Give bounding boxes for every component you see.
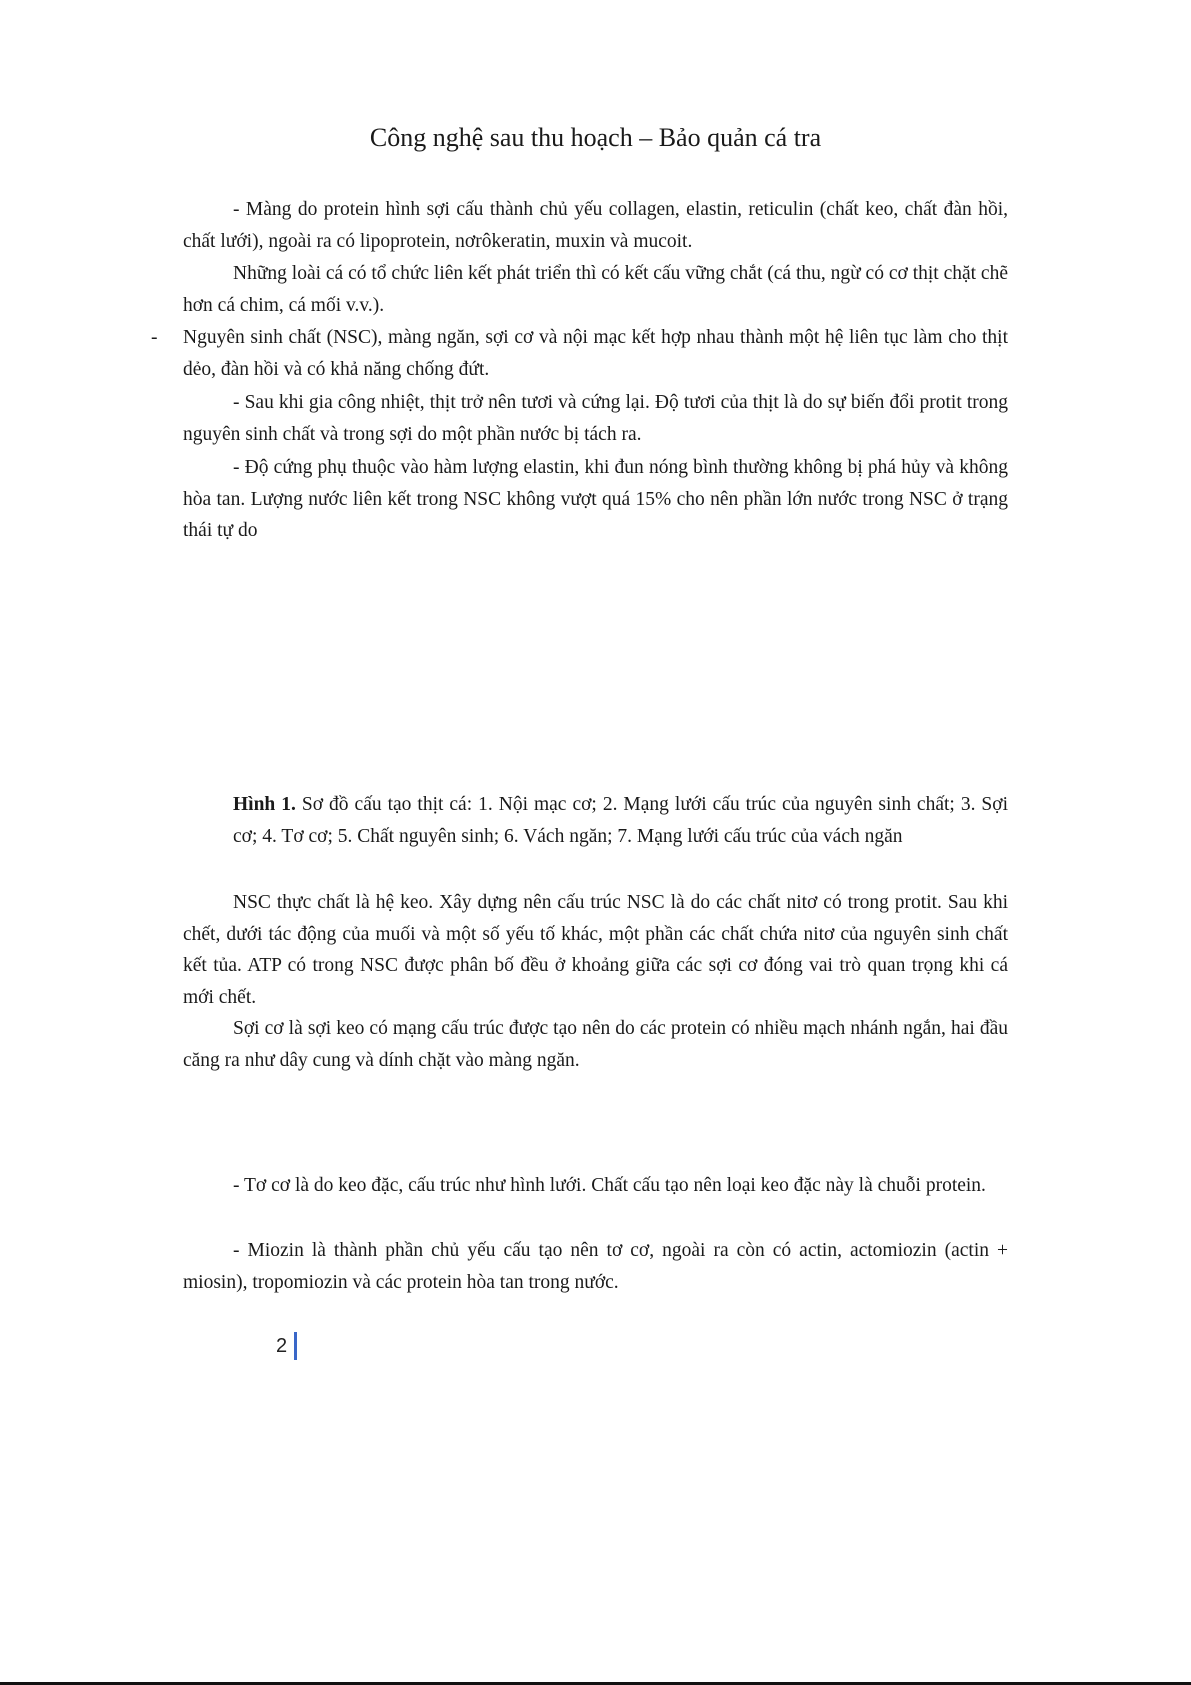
figure-caption	[233, 789, 1008, 852]
figure-caption-text: Sơ đồ cấu tạo thịt cá: 1. Nội mạc cơ; 2. Mạng lưới cấu trúc của nguyên sinh chất; 3. Sợi cơ; 4. Tơ cơ; 5. Chất nguyên sinh; 6. Vách ngăn; 7. Mạng lưới cấu trúc của vách ngăn	[233, 794, 1009, 847]
paragraph-heat-processing	[183, 387, 1008, 450]
page-title: Công nghệ sau thu hoạch – Bảo quản cá tra	[369, 123, 822, 152]
paragraph-text: - Độ cứng phụ thuộc vào hàm lượng elastin, khi đun nóng bình thường không bị phá hủy và không hòa tan. Lượng nước liên kết trong NSC không vượt quá 15% cho nên phần lớn nước trong NSC ở trạng thái tự do	[183, 457, 1008, 541]
paragraph-hardness	[183, 452, 1008, 547]
paragraph-connective-tissue	[183, 258, 1008, 321]
paragraph-text: - Sau khi gia công nhiệt, thịt trở nên tươi và cứng lại. Độ tươi của thịt là do sự biến đổi protit trong nguyên sinh chất và trong sợi do một phần nước bị tách ra.	[183, 392, 1008, 445]
paragraph-text: Sợi cơ là sợi keo có mạng cấu trúc được tạo nên do các protein có nhiều mạch nhánh ngắn, hai đầu căng ra như dây cung và dính chặt vào màng ngăn.	[183, 1018, 1008, 1071]
paragraph-text: - Tơ cơ là do keo đặc, cấu trúc như hình lưới. Chất cấu tạo nên loại keo đặc này là chuỗi protein.	[233, 1175, 986, 1196]
paragraph-text: Những loài cá có tổ chức liên kết phát triển thì có kết cấu vững chắt (cá thu, ngừ có cơ thịt chặt chẽ hơn cá chim, cá mối v.v.).	[183, 263, 1008, 316]
paragraph-text: Nguyên sinh chất (NSC), màng ngăn, sợi cơ và nội mạc kết hợp nhau thành một hệ liên tục làm cho thịt dẻo, đàn hồi và có khả năng chống đứt.	[183, 327, 1008, 380]
figure-caption-label: Hình 1.	[233, 794, 296, 815]
paragraph-protoplasm	[183, 322, 1008, 385]
paragraph-myofibril	[183, 1170, 1008, 1202]
paragraph-muscle-fiber	[183, 1013, 1008, 1076]
paragraph-text: - Màng do protein hình sợi cấu thành chủ yếu collagen, elastin, reticulin (chất keo, chất đàn hồi, chất lưới), ngoài ra có lipoprotein, nơrôkeratin, muxin và mucoit.	[183, 199, 1008, 252]
page-number: 2	[276, 1332, 297, 1360]
paragraph-nsc-colloid	[183, 887, 1008, 1013]
list-dash-marker: -	[151, 327, 158, 348]
paragraph-text: - Miozin là thành phần chủ yếu cấu tạo nên tơ cơ, ngoài ra còn có actin, actomiozin (actin + miosin), tropomiozin và các protein hòa tan trong nước.	[183, 1240, 1008, 1293]
paragraph-text: NSC thực chất là hệ keo. Xây dựng nên cấu trúc NSC là do các chất nitơ có trong protit. Sau khi chết, dưới tác động của muối và một số yếu tố khác, một phần các chất chứa nitơ của nguyên sinh chất kết tủa. ATP có trong NSC được phân bố đều ở khoảng giữa các sợi cơ đóng vai trò quan trọng khi cá mới chết.	[183, 892, 1008, 1008]
paragraph-myosin	[183, 1235, 1008, 1298]
paragraph-membrane-protein	[183, 194, 1008, 257]
